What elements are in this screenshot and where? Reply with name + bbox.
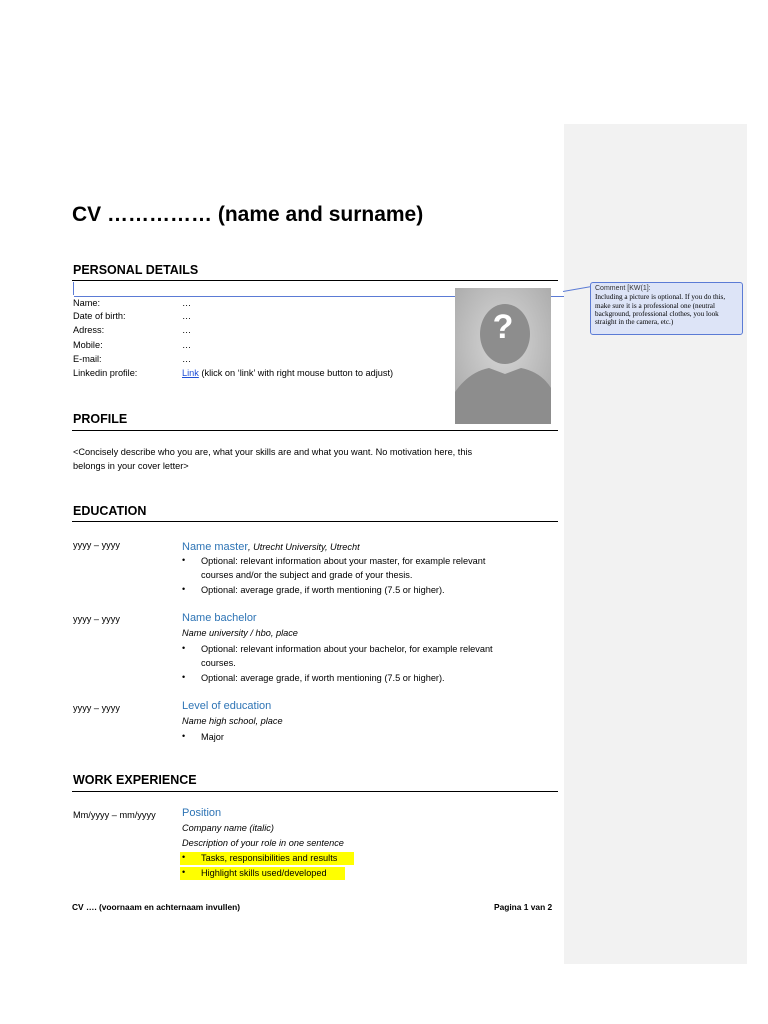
field-label-email: E-mail: (73, 354, 102, 364)
comment-balloon[interactable] (590, 282, 743, 335)
bullet-icon: • (182, 555, 186, 565)
comment-title: Comment [KW(1]: (595, 285, 651, 292)
work-role: Description of your role in one sentence (182, 838, 344, 848)
comment-pane (564, 124, 747, 964)
footer-page-number: Pagina 1 van 2 (494, 902, 553, 912)
section-rule (72, 280, 558, 281)
section-heading-profile: PROFILE (73, 412, 128, 426)
profile-photo-placeholder[interactable] (455, 288, 551, 424)
profile-text-line2: belongs in your cover letter> (73, 461, 189, 471)
education-bullet-text: Optional: relevant information about your bachelor, for example relevant (201, 644, 493, 654)
field-label-dob: Date of birth: (73, 311, 126, 321)
work-bullet-text: Highlight skills used/developed (201, 868, 327, 878)
field-value-linkedin (182, 368, 393, 378)
work-date: Mm/yyyy – mm/yyyy (73, 810, 156, 820)
section-heading-education: EDUCATION (73, 504, 147, 518)
photo-question-mark: ? (492, 308, 514, 346)
work-position: Position (182, 807, 222, 819)
bullet-icon: • (182, 852, 186, 862)
education-degree: Level of education (182, 700, 272, 712)
linkedin-link-note: (klick on ‘link’ with right mouse button to adjust) (198, 368, 394, 378)
field-label-address: Adress: (73, 325, 105, 335)
education-bullet-text: courses and/or the subject and grade of your thesis. (201, 570, 413, 580)
education-school: Name high school, place (182, 716, 283, 726)
field-value-email: … (182, 354, 192, 364)
cv-title: CV …………… (name and surname) (72, 203, 424, 226)
bullet-icon: • (182, 643, 186, 653)
education-school: Name university / hbo, place (182, 628, 298, 638)
field-value-address: … (182, 325, 192, 335)
education-bullet-text: Optional: relevant information about your master, for example relevant (201, 556, 486, 566)
linkedin-link[interactable]: Link (182, 368, 199, 378)
education-bullet-text: Optional: average grade, if worth mentioning (7.5 or higher). (201, 673, 445, 683)
education-degree-line (182, 537, 360, 555)
work-bullet-text: Tasks, responsibilities and results (201, 853, 338, 863)
section-rule (72, 430, 558, 431)
work-company: Company name (italic) (182, 823, 274, 833)
education-bullet-text: Major (201, 732, 224, 742)
section-rule (72, 521, 558, 522)
footer-left: CV …. (voornaam en achternaam invullen) (72, 902, 241, 912)
comment-body: Including a picture is optional. If you do this, make sure it is a professional one (neutral background, professional clothes, you look straight in the camera, etc.) (595, 293, 726, 327)
field-value-dob: … (182, 311, 192, 321)
field-value-name: … (182, 298, 192, 308)
education-bullet-text: courses. (201, 658, 236, 668)
field-label-name: Name: (73, 298, 101, 308)
field-label-mobile: Mobile: (73, 340, 103, 350)
bullet-icon: • (182, 584, 186, 594)
field-label-linkedin: Linkedin profile: (73, 368, 138, 378)
section-rule (72, 791, 558, 792)
section-heading-work: WORK EXPERIENCE (73, 773, 197, 787)
education-date: yyyy – yyyy (73, 540, 120, 550)
bullet-icon: • (182, 867, 186, 877)
bullet-icon: • (182, 672, 186, 682)
education-school: , Utrecht University, Utrecht (248, 542, 360, 552)
education-degree: Name bachelor (182, 612, 257, 624)
field-value-mobile: … (182, 340, 192, 350)
bullet-icon: • (182, 731, 186, 741)
education-date: yyyy – yyyy (73, 614, 120, 624)
education-degree: Name master (182, 541, 249, 553)
education-bullet-text: Optional: average grade, if worth mentioning (7.5 or higher). (201, 585, 445, 595)
comment-anchor-marker (73, 282, 74, 295)
section-heading-personal: PERSONAL DETAILS (73, 263, 199, 277)
education-date: yyyy – yyyy (73, 703, 120, 713)
profile-text-line1: <Concisely describe who you are, what your skills are and what you want. No motivation here, this (73, 447, 473, 457)
